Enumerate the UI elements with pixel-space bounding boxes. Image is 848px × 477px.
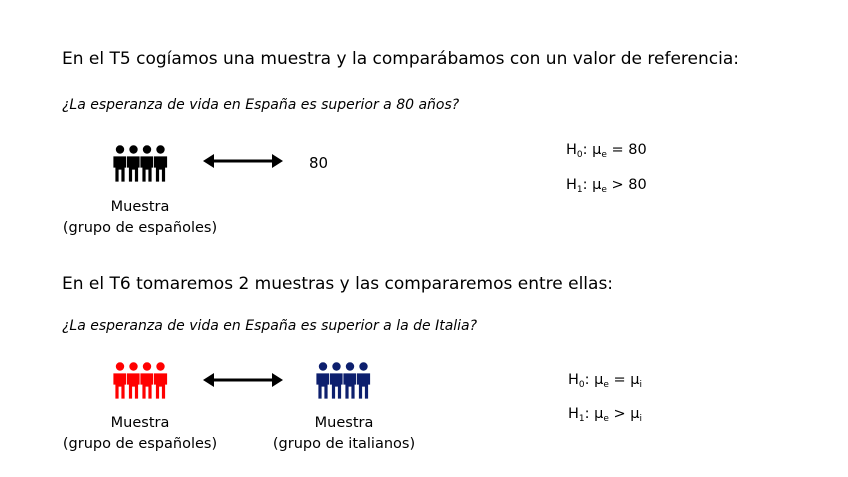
hyp-symbol: H (566, 142, 577, 158)
sample-sublabel: (grupo de españoles) (62, 220, 218, 236)
hyp-rhs: μ (630, 406, 640, 422)
sample-label: Muestra (110, 415, 170, 431)
t5-null-hypothesis (566, 142, 647, 160)
mu-symbol: μ (592, 142, 602, 158)
double-headed-arrow-icon (203, 152, 283, 170)
relation: = (606, 142, 629, 158)
hyp-symbol: H (566, 177, 577, 193)
hyp-rhs: μ (630, 372, 640, 388)
mu-symbol: μ (592, 177, 602, 193)
people-group-icon (315, 362, 373, 400)
hyp-symbol: H (568, 372, 579, 388)
relation: = (608, 372, 631, 388)
hyp-index: 1 (576, 185, 583, 195)
hyp-index: 0 (578, 380, 585, 390)
hyp-index: 0 (576, 150, 583, 160)
mu-symbol: μ (594, 406, 604, 422)
mu-index: e (603, 380, 609, 390)
hyp-rhs-index: i (639, 414, 643, 424)
mu-symbol: μ (594, 372, 604, 388)
sample-sublabel: (grupo de italianos) (272, 436, 416, 452)
t6-sample-b-caption (244, 413, 444, 455)
mu-index: e (601, 185, 607, 195)
t6-alternative-hypothesis (568, 406, 642, 424)
t6-question: ¿La esperanza de vida en España es superior a la de Italia? (62, 318, 478, 334)
hyp-separator: : (584, 406, 595, 422)
hyp-rhs: 80 (628, 177, 647, 193)
mu-index: e (603, 414, 609, 424)
hyp-rhs: 80 (628, 142, 647, 158)
t6-null-hypothesis (568, 372, 642, 390)
mu-index: e (601, 150, 607, 160)
t6-sample-a-caption (40, 413, 240, 455)
t5-heading: En el T5 cogíamos una muestra y la comparábamos con un valor de referencia: (62, 49, 739, 69)
people-group-icon (112, 362, 170, 400)
hyp-separator: : (582, 177, 593, 193)
t5-sample-caption (40, 197, 240, 239)
hyp-symbol: H (568, 406, 579, 422)
people-group-icon (112, 145, 170, 183)
hyp-index: 1 (578, 414, 585, 424)
sample-label: Muestra (314, 415, 374, 431)
hyp-separator: : (584, 372, 595, 388)
t6-heading: En el T6 tomaremos 2 muestras y las compararemos entre ellas: (62, 274, 614, 294)
t5-question: ¿La esperanza de vida en España es superior a 80 años? (62, 97, 460, 113)
hyp-rhs-index: i (639, 380, 643, 390)
reference-value: 80 (309, 154, 329, 172)
relation: > (606, 177, 629, 193)
t5-alternative-hypothesis (566, 177, 647, 195)
relation: > (608, 406, 631, 422)
double-headed-arrow-icon (203, 371, 283, 389)
sample-sublabel: (grupo de españoles) (62, 436, 218, 452)
sample-label: Muestra (110, 199, 170, 215)
hyp-separator: : (582, 142, 593, 158)
